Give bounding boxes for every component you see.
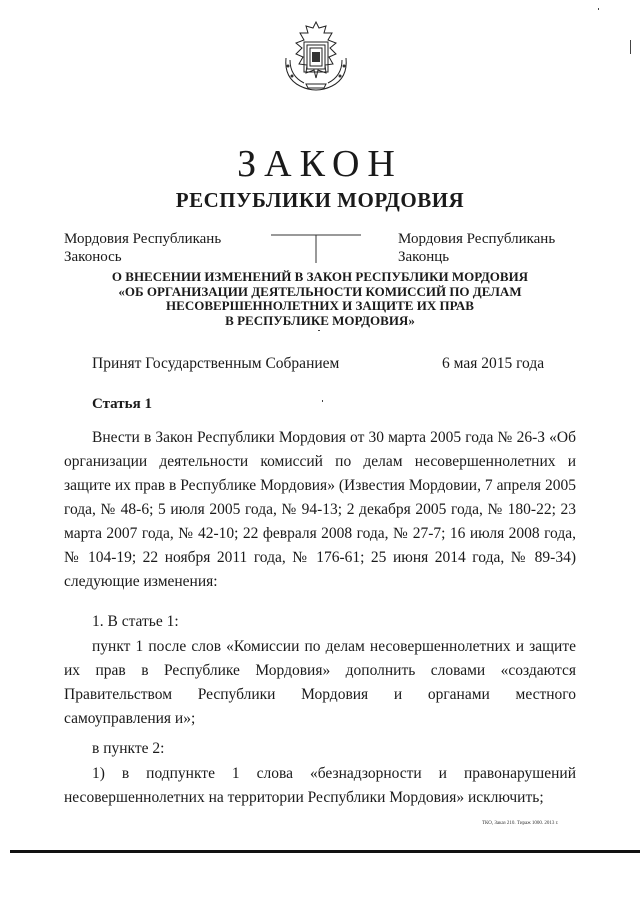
law-heading: [64, 270, 576, 328]
article-intro-paragraph: Внести в Закон Республики Мордовия от 30 марта 2005 года № 26-З «Об организации деятельности комиссий по делам несовершеннолетних и защите их прав в Республике Мордовия» (Известия Мордовии, 7 апреля 2005 года, № 48-6; 5 июля 2005 года, № 94-13; 2 декабря 2005 года, № 180-22; 23 марта 2007 года, № 42-10; 22 февраля 2008 года, № 27-7; 16 июля 2008 года, № 104-19; 22 ноября 2011 года, № 176-61; 25 июня 2014 года, № 89-34) следующие изменения:: [64, 429, 576, 590]
page-bottom-rule: [10, 850, 640, 853]
heading-line-3: НЕСОВЕРШЕННОЛЕТНИХ И ЗАЩИТЕ ИХ ПРАВ: [166, 298, 474, 313]
moksha-title-left: [64, 230, 221, 266]
scan-speck: [322, 400, 323, 402]
title-divider: [271, 233, 361, 263]
heading-line-4: В РЕСПУБЛИКЕ МОРДОВИЯ»: [225, 312, 415, 328]
law-title: ЗАКОН: [237, 143, 403, 185]
erzya-line-2: Законць: [398, 249, 450, 265]
coat-of-arms-emblem: [276, 18, 356, 94]
adoption-date: 6 мая 2015 года: [442, 355, 545, 372]
heading-line-1: О ВНЕСЕНИИ ИЗМЕНЕНИЙ В ЗАКОН РЕСПУБЛИКИ МОРДОВИЯ: [111, 269, 529, 284]
erzya-title-right: [398, 230, 555, 266]
point-2-paragraph: в пункте 2:: [92, 740, 165, 757]
print-note: ТКО, Заказ 210. Тираж 1000. 2013 г.: [482, 821, 559, 826]
scan-speck: [630, 40, 631, 54]
subpoint-1-paragraph: 1) в подпункте 1 слова «безнадзорности и правонарушений несовершеннолетних на территории Республики Мордовия» исключить;: [64, 765, 576, 806]
scan-speck: [318, 330, 320, 331]
moksha-line-2: Законось: [64, 249, 122, 265]
moksha-line-1: Мордовия Республикань: [64, 231, 222, 247]
article-title: Статья 1: [92, 396, 152, 412]
erzya-line-1: Мордовия Республикань: [398, 231, 556, 247]
scan-speck: [598, 8, 599, 10]
item-1-paragraph: 1. В статье 1:: [92, 613, 179, 630]
point-1-paragraph: пункт 1 после слов «Комиссии по делам несовершеннолетних и защите их прав в Республике Мордовия» дополнить словами «создаются Правительством Республики Мордовия и органами местного самоуправления и»;: [64, 638, 576, 727]
law-subtitle: РЕСПУБЛИКИ МОРДОВИЯ: [175, 188, 465, 212]
heading-line-2: «ОБ ОРГАНИЗАЦИИ ДЕЯТЕЛЬНОСТИ КОМИССИЙ ПО ДЕЛАМ: [118, 283, 522, 299]
adoption-body: Принят Государственным Собранием: [92, 355, 340, 372]
